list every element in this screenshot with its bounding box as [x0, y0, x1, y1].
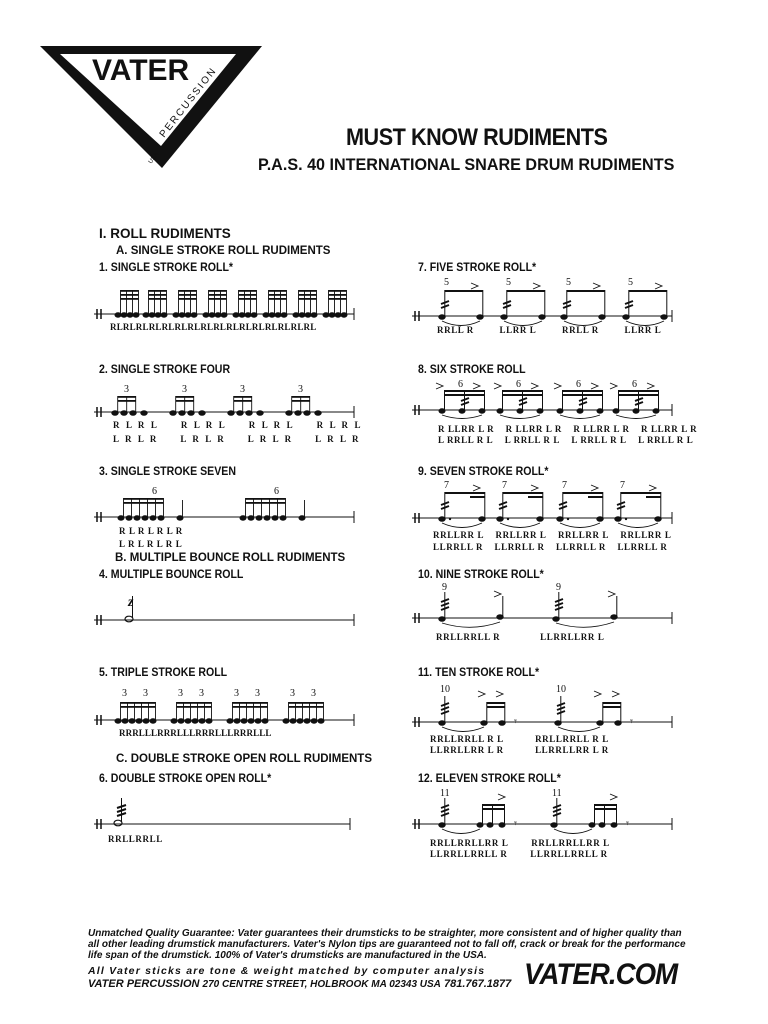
company-address: [88, 978, 511, 990]
svg-text:10: 10: [440, 684, 450, 695]
subsection-b-heading: B. MULTIPLE BOUNCE ROLL RUDIMENTS: [115, 552, 346, 564]
rudiment-3-label: 3. SINGLE STROKE SEVEN: [99, 466, 236, 478]
rudiment-2-label: 2. SINGLE STROKE FOUR: [99, 364, 231, 376]
subsection-c-heading: C. DOUBLE STROKE OPEN ROLL RUDIMENTS: [116, 753, 372, 765]
svg-text:5: 5: [444, 277, 449, 288]
rudiment-4-label: 4. MULTIPLE BOUNCE ROLL: [99, 569, 244, 581]
rudiment-10-label: 10. NINE STROKE ROLL*: [418, 569, 544, 581]
rudiment-8-sticking-left: L RRLL R L L RRLL R L L RRLL R L L RRLL R L: [438, 435, 694, 445]
phone-number: 781.767.1877: [443, 978, 512, 990]
page-subtitle: P.A.S. 40 INTERNATIONAL SNARE DRUM RUDIMENTS: [258, 155, 675, 174]
rudiment-1-sticking: RLRLRLRLRLRLRLRLRLRLRLRLRLRLRLRL: [110, 322, 317, 332]
rudiment-3-notation: [88, 484, 360, 530]
rudiment-7-label: 7. FIVE STROKE ROLL*: [418, 262, 537, 274]
logo-country-text: USA: [147, 151, 161, 166]
rudiment-6-sticking: RRLLRRLL: [108, 834, 163, 844]
svg-text:3: 3: [143, 688, 148, 699]
rudiment-4-notation: [88, 590, 360, 636]
rudiment-9-notation: [406, 478, 676, 530]
rudiment-1-label: 1. SINGLE STROKE ROLL*: [99, 262, 234, 274]
rudiment-3-sticking-right: R L R L R L R: [119, 526, 183, 536]
rudiment-11-label: 11. TEN STROKE ROLL*: [418, 667, 540, 679]
rudiment-12-notation: [406, 786, 676, 838]
svg-text:z: z: [128, 595, 134, 610]
svg-text:6: 6: [458, 379, 463, 390]
rudiment-8-notation: [406, 376, 676, 424]
rudiment-5-label: 5. TRIPLE STROKE ROLL: [99, 667, 228, 679]
svg-text:𝄾: 𝄾: [514, 716, 517, 728]
section-heading: I. ROLL RUDIMENTS: [99, 226, 231, 241]
rudiment-10-sticking: RRLLRRLL R LLRRLLRR L: [436, 632, 605, 642]
svg-text:11: 11: [440, 788, 450, 799]
rudiment-5-sticking: RRRLLLRRRLLLRRRLLLRRRLLL: [119, 728, 272, 738]
rudiment-7-notation: [406, 276, 676, 326]
logo-brand-text: VATER: [92, 54, 190, 87]
subsection-a-heading: A. SINGLE STROKE ROLL RUDIMENTS: [116, 245, 331, 257]
rudiment-12-label: 12. ELEVEN STROKE ROLL*: [418, 773, 561, 785]
rudiment-11-notation: [406, 682, 676, 734]
rudiment-12-sticking-right: RRLLRRLLRR L RRLLRRLLRR L: [430, 838, 610, 848]
rudiment-11-sticking-left: LLRRLLRR L R LLRRLLRR L R: [430, 745, 609, 755]
rudiment-2-sticking-left: L R L R L R L R L R L R L R L R: [113, 434, 360, 444]
rudiment-11-sticking-right: RRLLRRLL R L RRLLRRLL R L: [430, 734, 609, 744]
rudiment-10-notation: [406, 580, 676, 632]
rudiment-8-label: 8. SIX STROKE ROLL: [418, 364, 526, 376]
page-title: MUST KNOW RUDIMENTS: [346, 124, 608, 151]
svg-text:𝄾: 𝄾: [514, 818, 517, 830]
rudiment-6-notation: [88, 796, 360, 836]
rudiment-3-sticking-left: L R L R L R L: [119, 539, 183, 549]
rudiment-12-sticking-left: LLRRLLRRLL R LLRRLLRRLL R: [430, 849, 608, 859]
logo-sub-text: PERCUSSION: [157, 65, 220, 140]
rudiment-2-sticking-right: R L R L R L R L R L R L R L R L: [113, 420, 362, 430]
rudiment-9-sticking-right: RRLLRR L RRLLRR L RRLLRR L RRLLRR L: [433, 530, 672, 540]
rudiment-5-notation: [88, 684, 360, 730]
vater-logo: [40, 46, 262, 168]
street-address: 270 CENTRE STREET, HOLBROOK MA 02343 USA: [202, 979, 441, 990]
company-name: VATER PERCUSSION: [88, 978, 200, 990]
svg-text:9: 9: [442, 582, 447, 593]
rudiment-7-sticking: RRLL R LLRR L RRLL R LLRR L: [437, 325, 662, 335]
rudiment-9-label: 9. SEVEN STROKE ROLL*: [418, 466, 549, 478]
svg-text:3: 3: [124, 384, 129, 395]
website-link[interactable]: VATER.COM: [524, 958, 678, 991]
rudiment-9-sticking-left: LLRRLL R LLRRLL R LLRRLL R LLRRLL R: [433, 542, 668, 552]
svg-text:7: 7: [444, 480, 449, 491]
quality-guarantee-text: Unmatched Quality Guarantee: Vater guarantees their drumsticks to be straighter, more consistent and of higher quality than all other leading drumstick manufacturers. Vater's Nylon tips are guaranteed not to fall off, crack or break for the performance life span of the drumstick. 100% of Vater's drumsticks are manufactured in the USA.: [88, 928, 686, 962]
svg-text:3: 3: [122, 688, 127, 699]
svg-text:6: 6: [152, 486, 157, 497]
matched-sticks-text: All Vater sticks are tone & weight matched by computer analysis: [88, 965, 486, 977]
rudiment-8-sticking-right: R LLRR L R R LLRR L R R LLRR L R R LLRR L R: [438, 424, 698, 434]
rudiment-6-label: 6. DOUBLE STROKE OPEN ROLL*: [99, 773, 272, 785]
